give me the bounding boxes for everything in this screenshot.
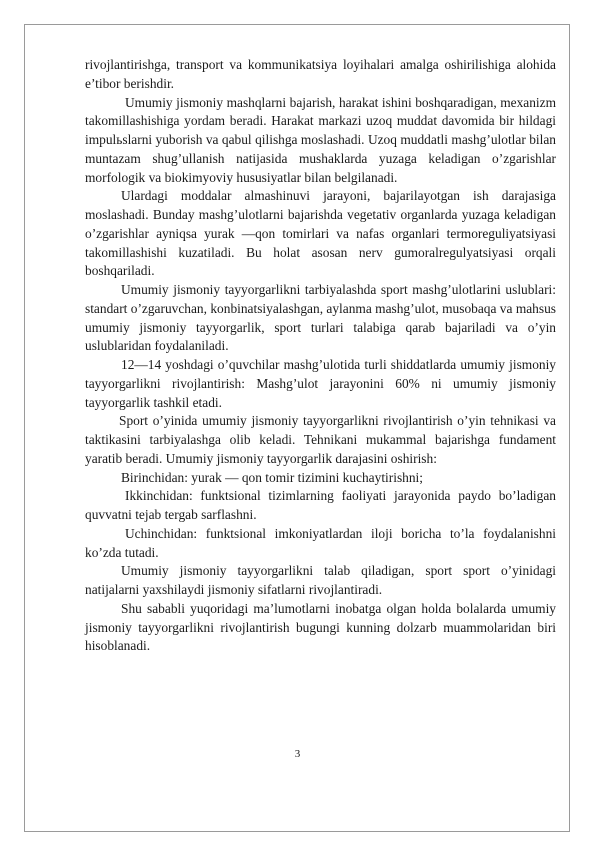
paragraph: Umumiy jismoniy mashqlarni bajarish, harakat ishini boshqaradigan, mexanizm takomillashishiga yordam beradi. Harakat markazi uzoq muddat davomida bir hildagi impulьslarni yuborish va qabul qilishga moslashadi. Uzoq muddatli mashg’ulotlar bilan muntazam shug’ullanish natijasida mushaklarda yuzaga keladigan o’zgarishlar morfologik va biokimyoviy hususiyatlar bilan belgilanadi. [85,94,556,185]
paragraph: Umumiy jismoniy tayyorgarlikni talab qiladigan, sport sport o’yinidagi natijalarni yaxshilaydi jismoniy sifatlarni rivojlantiradi. [85,563,556,597]
paragraph: Sport o’yinida umumiy jismoniy tayyorgarlikni rivojlantirish o’yin tehnikasi va taktikasini tarbiyalashga olib keladi. Tehnikani mukammal bajarishga fundament yaratib beradi. Umumiy jismoniy tayyorgarlik darajasini oshirish: [85,413,556,466]
paragraph: Ikkinchidan: funktsional tizimlarning faoliyati jarayonida paydo bo’ladigan quvvatni tejab tergab sarflashni. [85,488,556,522]
paragraph: Birinchidan: yurak — qon tomir tizimini kuchaytirishni; [121,469,423,485]
paragraph-continuation: rivojlantirishga, transport va kommunikatsiya loyihalari amalga oshirilishiga alohida e’tibor berishdir. [85,57,556,91]
paragraph: Shu sababli yuqoridagi ma’lumotlarni inobatga olgan holda bolalarda umumiy jismoniy tayyorgarlikni rivojlantirish bugungi kunning dolzarb muammolaridan biri hisoblanadi. [85,600,556,654]
paragraph: Ulardagi moddalar almashinuvi jarayoni, bajarilayotgan ish darajasiga moslashadi. Bunday mashg’ulotlarni bajarishda vegetativ organlarda yuzaga keladigan o’zgarishlar ayniqsa yurak —qon tomirlari va nafas organlari termoreguliyatsiyasi takomillashishi kuzatiladi. Bu holat asosan nerv gumoralregulyatsiyasi orqali boshqariladi. [85,188,556,279]
paragraph: Umumiy jismoniy tayyorgarlikni tarbiyalashda sport mashg’ulotlarini uslublari: standart o’zgaruvchan, konbinatsiyalashgan, aylanma mashg’ulot, musobaqa va mahsus umumiy jismoniy tayyorgarlik, sport turlari talabiga qarab bajariladi va o’yin uslublaridan foydalaniladi. [85,282,556,354]
paragraph: Uchinchidan: funktsional imkoniyatlardan iloji boricha to’la foydalanishni ko’zda tutadi. [85,525,556,560]
page-number: 3 [294,748,301,760]
document-body [85,56,556,656]
paragraph: 12—14 yoshdagi o’quvchilar mashg’ulotida turli shiddatlarda umumiy jismoniy tayyorgarlikni rivojlantirish: Mashg’ulot jarayonini 60% ni umumiy jismoniy tayyorgarlik tashkil etadi. [85,357,556,410]
